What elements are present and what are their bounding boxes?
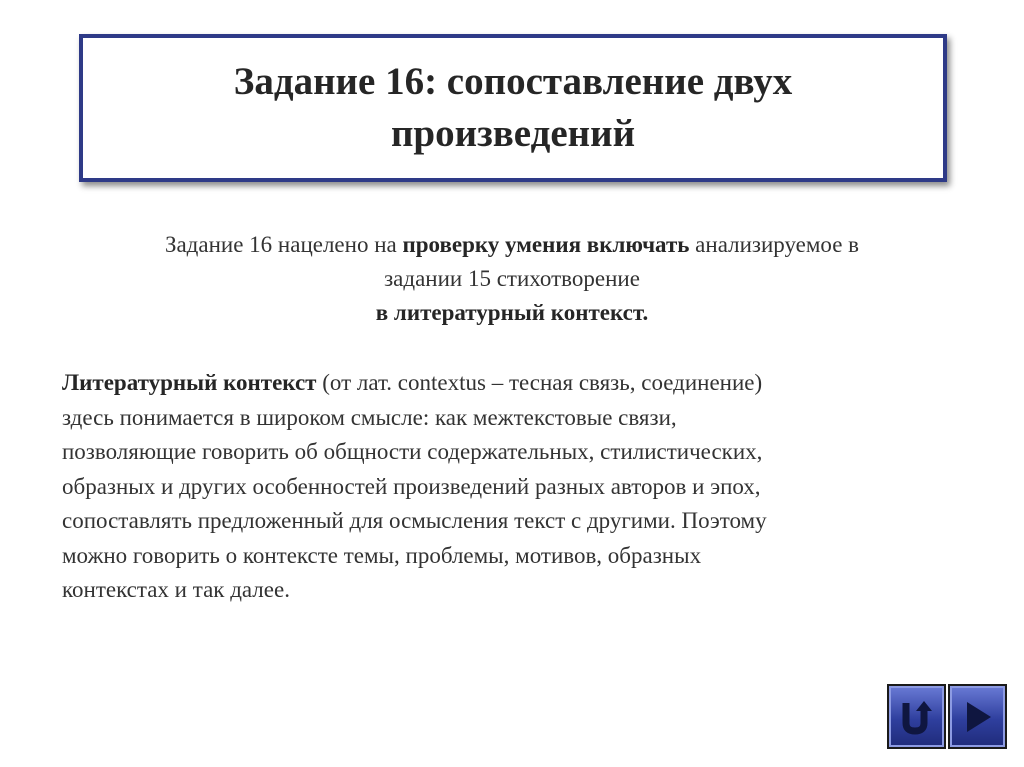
- definition-paragraph: [62, 366, 962, 608]
- title-line-2: произведений: [390, 112, 636, 155]
- return-arrow-icon: [896, 697, 938, 737]
- definition-line-2: здесь понимается в широком смысле: как межтекстовые связи,: [62, 404, 677, 430]
- title-box: [79, 34, 947, 182]
- definition-line-5: сопоставлять предложенный для осмысления текст с другими. Поэтому: [62, 508, 767, 533]
- intro-text-1: Задание 16 нацелено на: [164, 232, 403, 257]
- title-line-1: Задание 16: сопоставление двух: [233, 60, 793, 103]
- intro-line-2: задании 15 стихотворение: [384, 266, 640, 291]
- intro-bold-1: проверку умения включать: [402, 232, 690, 257]
- definition-line-7: контекстах и так далее.: [62, 577, 290, 602]
- intro-bold-2: в литературный контекст.: [375, 300, 649, 325]
- play-triangle-icon: [959, 697, 997, 737]
- intro-text-2: анализируемое в: [689, 232, 860, 257]
- definition-line-6: можно говорить о контексте темы, проблемы, мотивов, образных: [62, 542, 702, 568]
- intro-paragraph: [60, 228, 964, 330]
- back-button[interactable]: [887, 684, 946, 749]
- next-button[interactable]: [948, 684, 1007, 749]
- slide-title: [163, 56, 863, 160]
- definition-line-4: образных и других особенностей произведений разных авторов и эпох,: [62, 473, 761, 499]
- definition-term: Литературный контекст: [62, 370, 317, 395]
- definition-line-3: позволяющие говорить об общности содержательных, стилистических,: [62, 439, 763, 464]
- definition-line-1: (от лат. contextus – тесная связь, соединение): [316, 370, 763, 395]
